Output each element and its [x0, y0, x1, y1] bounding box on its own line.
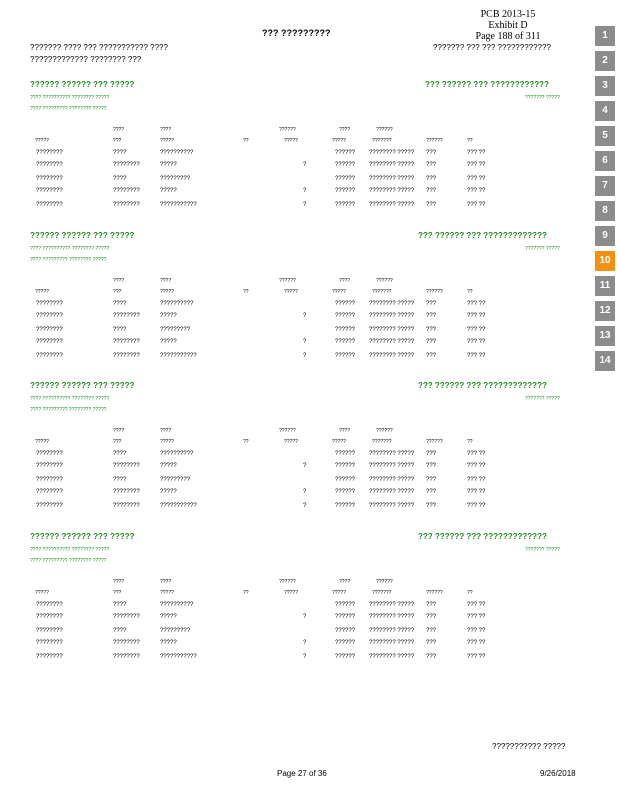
- table-header-top: ??????: [376, 428, 393, 434]
- table-cell: ??? ??: [467, 188, 486, 194]
- table-cell: ????????: [36, 463, 63, 469]
- table-cell: ??????????: [160, 150, 194, 156]
- table-header: ?????: [284, 138, 298, 144]
- table-header: ???: [113, 138, 122, 144]
- table-cell: ???????? ?????: [369, 602, 415, 608]
- table-cell: ???????? ?????: [369, 162, 415, 168]
- table-cell: ??? ??: [467, 602, 486, 608]
- table-cell: ???: [426, 489, 437, 495]
- table-cell: ??????: [335, 202, 356, 208]
- table-cell: ??????: [335, 150, 356, 156]
- table-cell: ????????: [36, 327, 63, 333]
- table-cell: ????????: [36, 489, 63, 495]
- table-cell: ???: [426, 463, 437, 469]
- table-header: ???: [113, 439, 122, 445]
- table-cell: ?????????: [160, 628, 191, 634]
- table-header-top: ????: [113, 127, 125, 133]
- table-cell: ???????????: [160, 654, 197, 660]
- table-cell: ?: [303, 313, 307, 319]
- table-cell: ???????? ?????: [369, 327, 415, 333]
- table-cell: ????????: [36, 640, 63, 646]
- table-header: ?????: [284, 590, 298, 596]
- table-cell: ????????: [113, 188, 140, 194]
- table-cell: ?: [303, 353, 307, 359]
- page-tab-11[interactable]: 11: [595, 276, 615, 296]
- table-cell: ???????? ?????: [369, 489, 415, 495]
- table-cell: ?????: [160, 614, 177, 620]
- section-right-subtitle: ??????? ?????: [525, 95, 560, 101]
- table-cell: ???????? ?????: [369, 339, 415, 345]
- section-left-subtitle: ???? ?????????? ???????? ?????: [30, 95, 110, 101]
- table-cell: ???: [426, 640, 437, 646]
- table-cell: ????????: [36, 176, 63, 182]
- exhibit-label: Exhibit D: [488, 20, 528, 31]
- section-left-subtitle: ???? ????????? ???????? ?????: [30, 558, 107, 564]
- table-cell: ????????: [36, 628, 63, 634]
- table-cell: ???????? ?????: [369, 353, 415, 359]
- table-cell: ???: [426, 188, 437, 194]
- table-header: ??????: [426, 439, 443, 445]
- table-cell: ??????: [335, 327, 356, 333]
- table-cell: ??????: [335, 313, 356, 319]
- table-header: ??: [243, 138, 249, 144]
- table-cell: ????????: [36, 451, 63, 457]
- table-header: ??: [467, 289, 473, 295]
- table-cell: ????????: [36, 614, 63, 620]
- page-tab-1[interactable]: 1: [595, 26, 615, 46]
- table-header: ???????: [372, 590, 392, 596]
- table-cell: ???????? ?????: [369, 654, 415, 660]
- table-cell: ??????: [335, 489, 356, 495]
- table-cell: ????????: [36, 353, 63, 359]
- table-cell: ??? ??: [467, 313, 486, 319]
- table-cell: ??????: [335, 339, 356, 345]
- table-cell: ?????: [160, 640, 177, 646]
- section-left-subtitle: ???? ????????? ???????? ?????: [30, 106, 107, 112]
- table-cell: ???: [426, 202, 437, 208]
- table-cell: ???: [426, 176, 437, 182]
- table-cell: ?????: [160, 162, 177, 168]
- table-cell: ??????: [335, 628, 356, 634]
- table-cell: ?: [303, 188, 307, 194]
- table-cell: ?: [303, 202, 307, 208]
- table-cell: ?????: [160, 489, 177, 495]
- table-cell: ???????? ?????: [369, 202, 415, 208]
- table-cell: ?: [303, 339, 307, 345]
- table-cell: ???: [426, 353, 437, 359]
- page-tab-7[interactable]: 7: [595, 176, 615, 196]
- table-cell: ????????: [36, 301, 63, 307]
- table-cell: ??? ??: [467, 628, 486, 634]
- page-tab-2[interactable]: 2: [595, 51, 615, 71]
- section-left-title: ?????? ?????? ??? ?????: [30, 381, 135, 390]
- table-cell: ??????????: [160, 301, 194, 307]
- table-cell: ???????? ?????: [369, 451, 415, 457]
- table-header-top: ????: [160, 428, 172, 434]
- table-cell: ??????: [335, 654, 356, 660]
- table-cell: ?: [303, 463, 307, 469]
- table-cell: ??? ??: [467, 503, 486, 509]
- table-cell: ????????: [36, 150, 63, 156]
- table-cell: ???: [426, 614, 437, 620]
- page-tab-10[interactable]: 10: [595, 251, 615, 271]
- table-cell: ?????: [160, 313, 177, 319]
- table-cell: ????????: [36, 654, 63, 660]
- table-cell: ????: [113, 327, 127, 333]
- table-cell: ????: [113, 176, 127, 182]
- table-header: ?????: [160, 439, 174, 445]
- table-cell: ???????? ?????: [369, 614, 415, 620]
- table-cell: ??????????: [160, 602, 194, 608]
- table-header: ?????: [284, 289, 298, 295]
- table-header: ??: [467, 138, 473, 144]
- page-tab-3[interactable]: 3: [595, 76, 615, 96]
- table-cell: ??? ??: [467, 339, 486, 345]
- table-header: ???????: [372, 439, 392, 445]
- report-title: ??? ?????????: [262, 28, 331, 38]
- table-header-top: ????: [160, 127, 172, 133]
- table-header: ?????: [332, 439, 346, 445]
- table-header-top: ??????: [376, 278, 393, 284]
- section-right-title: ??? ?????? ??? ?????????????: [418, 532, 547, 541]
- table-cell: ???????? ?????: [369, 503, 415, 509]
- table-header: ??????: [426, 289, 443, 295]
- table-cell: ??? ??: [467, 353, 486, 359]
- section-right-subtitle: ??????? ?????: [525, 246, 560, 252]
- section-left-title: ?????? ?????? ??? ?????: [30, 80, 135, 89]
- table-header: ???????: [372, 289, 392, 295]
- table-cell: ?????: [160, 463, 177, 469]
- table-cell: ??????: [335, 640, 356, 646]
- table-cell: ???????????: [160, 202, 197, 208]
- table-cell: ?????????: [160, 477, 191, 483]
- table-cell: ???: [426, 602, 437, 608]
- table-cell: ???????? ?????: [369, 150, 415, 156]
- page-tab-12[interactable]: 12: [595, 301, 615, 321]
- table-header-top: ????: [339, 428, 351, 434]
- table-cell: ?: [303, 489, 307, 495]
- table-header: ?????: [35, 138, 49, 144]
- table-cell: ??????: [335, 602, 356, 608]
- section-right-title: ??? ?????? ??? ?????????????: [418, 231, 547, 240]
- table-cell: ????????: [113, 489, 140, 495]
- table-cell: ????????: [113, 614, 140, 620]
- section-right-subtitle: ??????? ?????: [525, 396, 560, 402]
- table-header-top: ??????: [279, 127, 296, 133]
- page-tab-5[interactable]: 5: [595, 126, 615, 146]
- section-left-subtitle: ???? ?????????? ???????? ?????: [30, 246, 110, 252]
- exhibit-case-number: PCB 2013-15: [480, 9, 536, 20]
- table-cell: ??????????: [160, 451, 194, 457]
- section-right-subtitle: ??????? ?????: [525, 547, 560, 553]
- table-cell: ?: [303, 503, 307, 509]
- table-cell: ???????? ?????: [369, 477, 415, 483]
- table-header: ???????: [372, 138, 392, 144]
- table-cell: ???: [426, 628, 437, 634]
- table-cell: ????: [113, 628, 127, 634]
- table-cell: ??????: [335, 162, 356, 168]
- table-cell: ????: [113, 602, 127, 608]
- table-cell: ?????????: [160, 327, 191, 333]
- table-cell: ????????: [36, 162, 63, 168]
- table-cell: ??? ??: [467, 301, 486, 307]
- table-cell: ??? ??: [467, 162, 486, 168]
- table-header-top: ????: [339, 278, 351, 284]
- exhibit-stamp: [468, 9, 548, 42]
- report-header-right: ??????? ??? ??? ????????????: [433, 43, 551, 52]
- report-header-left-line2: ????????????? ???????? ???: [30, 55, 142, 64]
- table-cell: ???????? ?????: [369, 188, 415, 194]
- table-header: ?????: [332, 289, 346, 295]
- table-cell: ??? ??: [467, 614, 486, 620]
- table-header: ?????: [35, 439, 49, 445]
- table-cell: ?????: [160, 188, 177, 194]
- table-cell: ??????: [335, 301, 356, 307]
- section-left-subtitle: ???? ?????????? ???????? ?????: [30, 396, 110, 402]
- table-cell: ????????: [36, 188, 63, 194]
- table-cell: ??? ??: [467, 150, 486, 156]
- table-cell: ???: [426, 327, 437, 333]
- table-cell: ????: [113, 477, 127, 483]
- footer-right-label: ??????????? ?????: [492, 742, 566, 751]
- table-header: ??: [243, 590, 249, 596]
- table-header: ???: [113, 590, 122, 596]
- table-cell: ?: [303, 654, 307, 660]
- table-header: ?????: [332, 138, 346, 144]
- table-cell: ???: [426, 301, 437, 307]
- page-tab-4[interactable]: 4: [595, 101, 615, 121]
- table-header: ?????: [35, 590, 49, 596]
- table-cell: ????: [113, 150, 127, 156]
- table-header-top: ??????: [279, 428, 296, 434]
- table-cell: ???????? ?????: [369, 628, 415, 634]
- table-header: ?????: [160, 289, 174, 295]
- table-cell: ??? ??: [467, 640, 486, 646]
- table-cell: ????: [113, 301, 127, 307]
- table-cell: ????????: [113, 162, 140, 168]
- table-cell: ??? ??: [467, 654, 486, 660]
- table-cell: ??????: [335, 614, 356, 620]
- table-cell: ???????? ?????: [369, 640, 415, 646]
- table-header: ??????: [426, 590, 443, 596]
- table-cell: ????????: [113, 202, 140, 208]
- page-tab-14[interactable]: 14: [595, 351, 615, 371]
- exhibit-page: Page 188 of 311: [475, 31, 541, 42]
- table-cell: ????: [113, 451, 127, 457]
- report-header-left-line1: ??????? ???? ??? ??????????? ????: [30, 43, 168, 52]
- section-left-title: ?????? ?????? ??? ?????: [30, 231, 135, 240]
- page-tab-13[interactable]: 13: [595, 326, 615, 346]
- table-header: ?????: [35, 289, 49, 295]
- table-header-top: ????: [113, 278, 125, 284]
- table-cell: ?: [303, 640, 307, 646]
- table-header: ??????: [426, 138, 443, 144]
- table-cell: ????????: [113, 339, 140, 345]
- table-cell: ?: [303, 162, 307, 168]
- table-header: ?????: [160, 138, 174, 144]
- section-left-subtitle: ???? ????????? ???????? ?????: [30, 407, 107, 413]
- table-cell: ????????: [36, 602, 63, 608]
- table-cell: ??????: [335, 477, 356, 483]
- table-header-top: ????: [113, 579, 125, 585]
- table-header: ??: [467, 590, 473, 596]
- table-cell: ??????: [335, 353, 356, 359]
- table-cell: ???????? ?????: [369, 176, 415, 182]
- table-cell: ???: [426, 503, 437, 509]
- table-cell: ???: [426, 313, 437, 319]
- table-cell: ??? ??: [467, 489, 486, 495]
- table-header-top: ??????: [376, 127, 393, 133]
- table-cell: ??? ??: [467, 451, 486, 457]
- table-cell: ??? ??: [467, 327, 486, 333]
- table-cell: ?????: [160, 339, 177, 345]
- section-left-subtitle: ???? ????????? ???????? ?????: [30, 257, 107, 263]
- table-header-top: ??????: [376, 579, 393, 585]
- section-left-title: ?????? ?????? ??? ?????: [30, 532, 135, 541]
- table-cell: ????????: [113, 463, 140, 469]
- page-tab-9[interactable]: 9: [595, 226, 615, 246]
- table-cell: ????????: [36, 477, 63, 483]
- table-cell: ????????: [113, 654, 140, 660]
- table-cell: ???: [426, 451, 437, 457]
- page-number: Page 27 of 36: [277, 769, 327, 778]
- table-header: ?????: [284, 439, 298, 445]
- table-cell: ???????? ?????: [369, 301, 415, 307]
- table-cell: ???: [426, 477, 437, 483]
- table-cell: ????????: [113, 503, 140, 509]
- table-header-top: ????: [160, 579, 172, 585]
- table-header-top: ????: [113, 428, 125, 434]
- table-cell: ??? ??: [467, 202, 486, 208]
- table-cell: ??????: [335, 188, 356, 194]
- table-cell: ????????: [36, 313, 63, 319]
- table-header-top: ??????: [279, 278, 296, 284]
- section-right-title: ??? ?????? ??? ?????????????: [418, 381, 547, 390]
- table-cell: ??? ??: [467, 477, 486, 483]
- table-header-top: ????: [339, 127, 351, 133]
- table-header: ??: [243, 289, 249, 295]
- table-cell: ??? ??: [467, 176, 486, 182]
- table-cell: ????????: [113, 353, 140, 359]
- table-header: ??: [243, 439, 249, 445]
- section-right-title: ??? ?????? ??? ????????????: [425, 80, 549, 89]
- table-cell: ??????: [335, 503, 356, 509]
- table-cell: ????????: [36, 503, 63, 509]
- table-cell: ????????: [113, 640, 140, 646]
- table-cell: ????????: [36, 339, 63, 345]
- table-cell: ??????: [335, 176, 356, 182]
- table-cell: ???: [426, 162, 437, 168]
- table-header: ?????: [332, 590, 346, 596]
- table-cell: ???: [426, 654, 437, 660]
- page-tab-6[interactable]: 6: [595, 151, 615, 171]
- table-cell: ???????????: [160, 503, 197, 509]
- table-header: ?????: [160, 590, 174, 596]
- table-cell: ???: [426, 339, 437, 345]
- print-date: 9/26/2018: [540, 769, 576, 778]
- table-cell: ??? ??: [467, 463, 486, 469]
- table-cell: ???????????: [160, 353, 197, 359]
- section-left-subtitle: ???? ?????????? ???????? ?????: [30, 547, 110, 553]
- table-cell: ???????? ?????: [369, 313, 415, 319]
- page-tab-8[interactable]: 8: [595, 201, 615, 221]
- table-cell: ?????????: [160, 176, 191, 182]
- table-cell: ??????: [335, 463, 356, 469]
- table-header-top: ????: [160, 278, 172, 284]
- table-cell: ???????? ?????: [369, 463, 415, 469]
- table-cell: ???: [426, 150, 437, 156]
- table-cell: ????????: [113, 313, 140, 319]
- table-header-top: ??????: [279, 579, 296, 585]
- table-header: ???: [113, 289, 122, 295]
- table-cell: ????????: [36, 202, 63, 208]
- table-header-top: ????: [339, 579, 351, 585]
- table-cell: ?: [303, 614, 307, 620]
- table-header: ??: [467, 439, 473, 445]
- table-cell: ??????: [335, 451, 356, 457]
